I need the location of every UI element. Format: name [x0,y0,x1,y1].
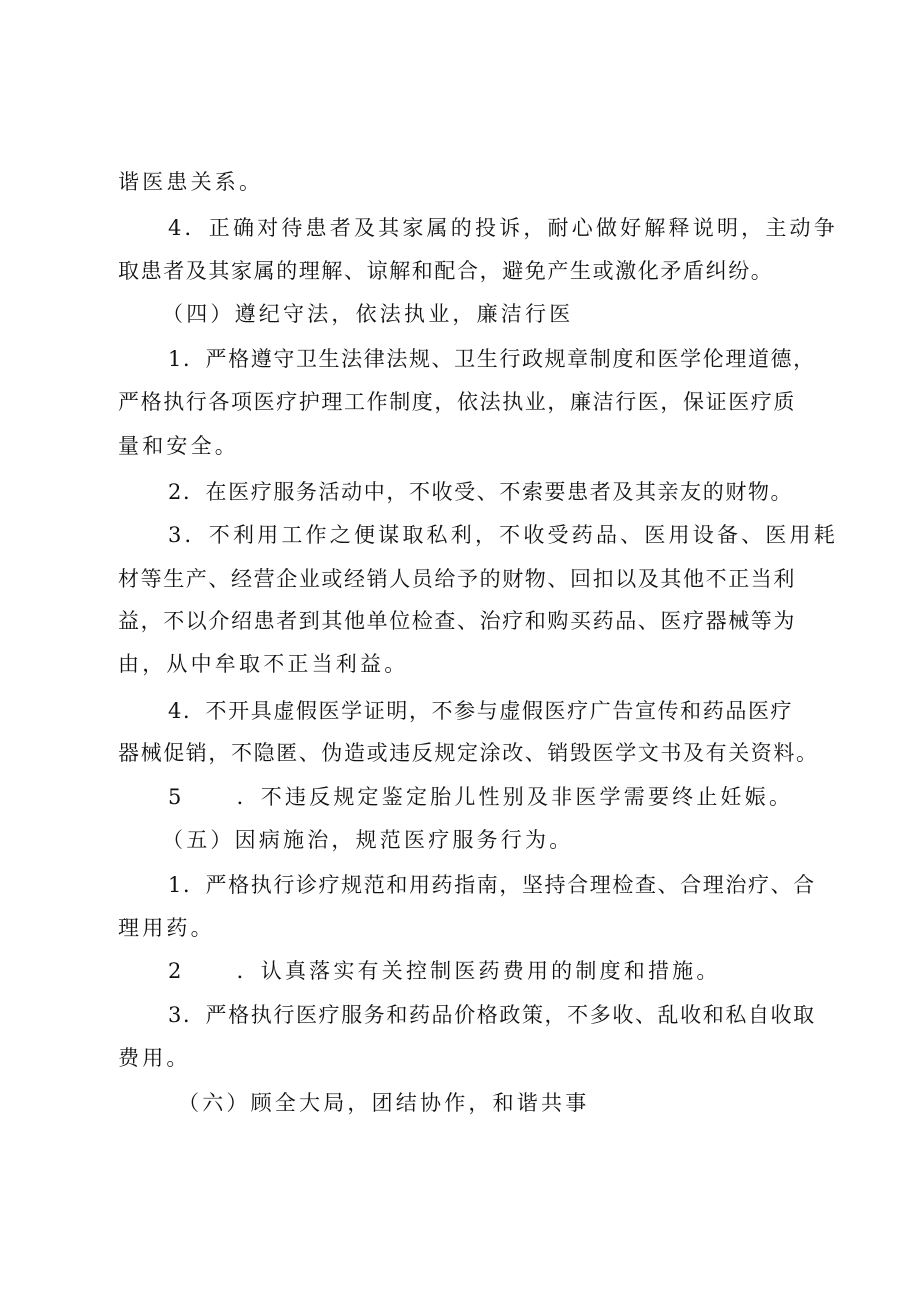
paragraph-line: 3．不利用工作之便谋取私利，不收受药品、医用设备、医用耗 [168,523,838,547]
paragraph-line [168,957,721,985]
paragraph-line: 2．在医疗服务活动中，不收受、不索要患者及其亲友的财物。 [168,480,794,504]
section-heading: （五）因病施治，规范医疗服务行为。 [162,828,574,852]
paragraph-line: 量和安全。 [118,434,239,458]
section-heading: （六）顾全大局，团结协作，和谐共事 [178,1091,590,1115]
paragraph-line: 1．严格执行诊疗规范和用药指南，坚持合理检查、合理治疗、合 [168,873,816,897]
paragraph-line: 4．不开具虚假医学证明，不参与虚假医疗广告宣传和药品医疗 [168,699,794,723]
paragraph-line [168,783,793,811]
paragraph-line: 理用药。 [118,916,215,940]
paragraph-line: 4．正确对待患者及其家属的投诉，耐心做好解释说明，主动争 [168,216,838,240]
paragraph-line: 由，从中牟取不正当利益。 [118,652,409,676]
paragraph-line: 器械促销，不隐匿、伪造或违反规定涂改、销毁医学文书及有关资料。 [118,741,819,765]
paragraph-line: 益，不以介绍患者到其他单位检查、治疗和购买药品、医疗器械等为 [118,609,796,633]
item-text: ．认真落实有关控制医药费用的制度和措施。 [236,959,721,983]
paragraph-line: 取患者及其家属的理解、谅解和配合，避免产生或激化矛盾纠纷。 [118,259,774,283]
item-text: ．不违反规定鉴定胎儿性别及非医学需要终止妊娠。 [236,785,794,809]
item-number: 5 [168,785,185,809]
paragraph-line: 谐医患关系。 [118,170,264,194]
section-heading: （四）遵纪守法，依法执业，廉洁行医 [162,302,574,326]
item-number: 2 [168,959,185,983]
paragraph-line: 3．严格执行医疗服务和药品价格政策，不多收、乱收和私自收取 [168,1003,816,1027]
paragraph-line: 材等生产、经营企业或经销人员给予的财物、回扣以及其他不正当利 [118,567,796,591]
paragraph-line: 严格执行各项医疗护理工作制度，依法执业，廉洁行医，保证医疗质 [118,390,796,414]
paragraph-line: 1．严格遵守卫生法律法规、卫生行政规章制度和医学伦理道德， [168,347,816,371]
paragraph-line: 费用。 [118,1046,191,1070]
